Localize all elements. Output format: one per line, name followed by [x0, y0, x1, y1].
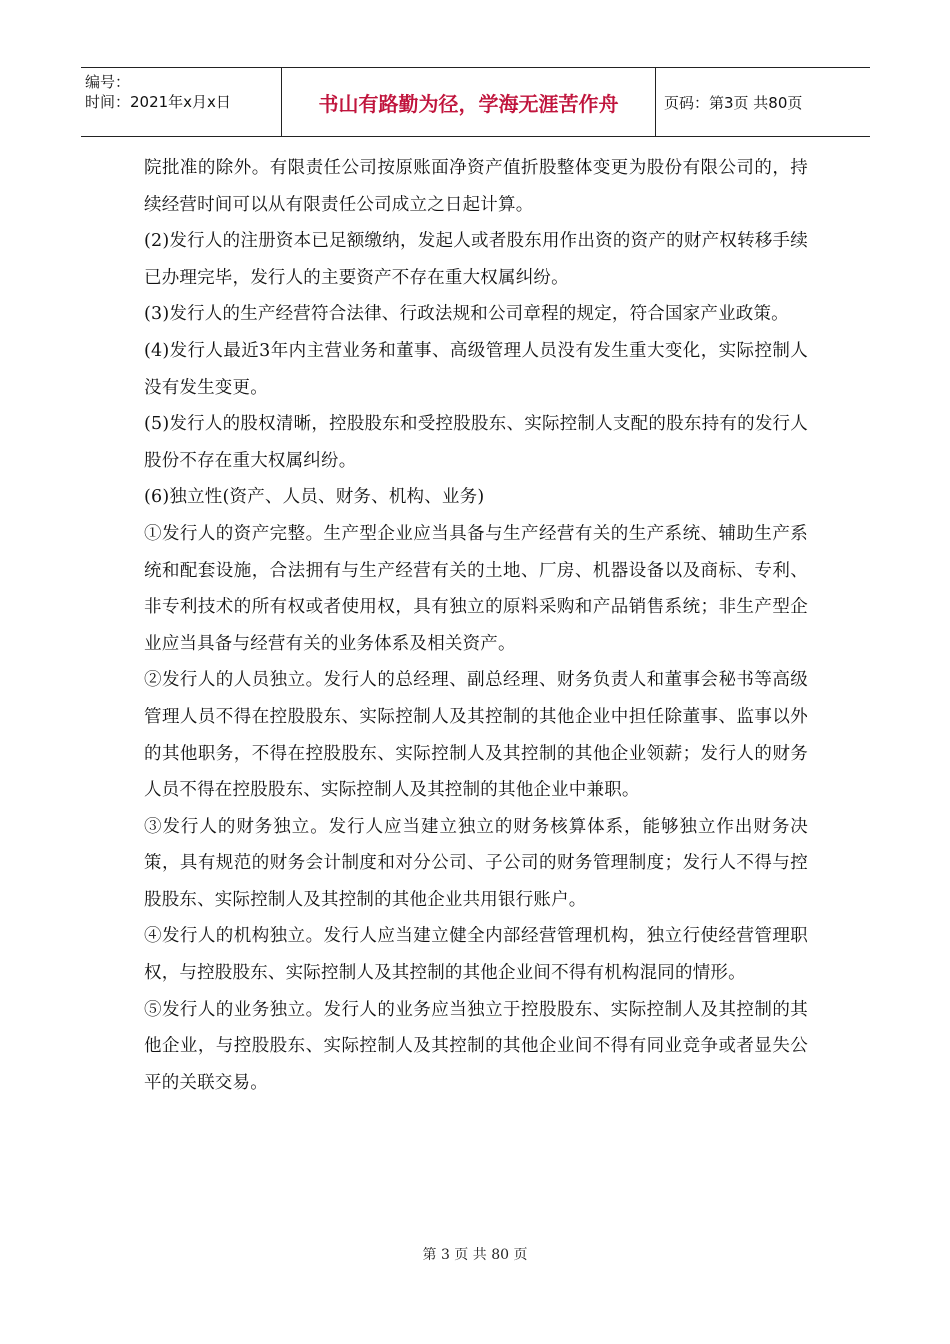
header-meta [81, 68, 281, 136]
paragraph: (3)发行人的生产经营符合法律、行政法规和公司章程的规定，符合国家产业政策。 [144, 304, 789, 325]
paragraph: (5)发行人的股权清晰，控股股东和受控股股东、实际控制人支配的股东持有的发行人股份不存在重大权属纠纷。 [144, 414, 808, 471]
page-header [81, 67, 870, 137]
header-motto: 书山有路勤为径，学海无涯苦作舟 [318, 91, 619, 116]
paragraph: (6)独立性(资产、人员、财务、机构、业务) [144, 487, 485, 508]
document-number-label: 编号： [85, 73, 131, 91]
document-date: 时间：2021年x月x日 [85, 93, 231, 111]
header-page-info-cell [656, 68, 870, 136]
paragraph: ③发行人的财务独立。发行人应当建立独立的财务核算体系，能够独立作出财务决策，具有规范的财务会计制度和对分公司、子公司的财务管理制度；发行人不得与控股股东、实际控制人及其控制的其他企业共用银行账户。 [144, 816, 808, 910]
paragraph: (4)发行人最近3年内主营业务和董事、高级管理人员没有发生重大变化，实际控制人没有发生变更。 [144, 340, 808, 398]
paragraph: ①发行人的资产完整。生产型企业应当具备与生产经营有关的生产系统、辅助生产系统和配套设施，合法拥有与生产经营有关的土地、厂房、机器设备以及商标、专利、非专利技术的所有权或者使用权，具有独立的原料采购和产品销售系统；非生产型企业应当具备与经营有关的业务体系及相关资产。 [144, 523, 808, 654]
paragraph: 院批准的除外。有限责任公司按原账面净资产值折股整体变更为股份有限公司的，持续经营时间可以从有限责任公司成立之日起计算。 [144, 158, 808, 215]
paragraph: ④发行人的机构独立。发行人应当建立健全内部经营管理机构，独立行使经营管理职权，与控股股东、实际控制人及其控制的其他企业间不得有机构混同的情形。 [144, 926, 808, 984]
header-page-info: 页码：第3页 共80页 [664, 93, 803, 112]
paragraph: ⑤发行人的业务独立。发行人的业务应当独立于控股股东、实际控制人及其控制的其他企业，与控股股东、实际控制人及其控制的其他企业间不得有同业竞争或者显失公平的关联交易。 [144, 999, 808, 1093]
paragraph: (2)发行人的注册资本已足额缴纳，发起人或者股东用作出资的资产的财产权转移手续已办理完毕，发行人的主要资产不存在重大权属纠纷。 [144, 231, 808, 288]
document-body [144, 150, 808, 1101]
page-footer [0, 1244, 950, 1264]
header-motto-cell [281, 68, 656, 136]
footer-page-number: 第 3 页 共 80 页 [422, 1247, 528, 1263]
paragraph: ②发行人的人员独立。发行人的总经理、副总经理、财务负责人和董事会秘书等高级管理人员不得在控股股东、实际控制人及其控制的其他企业中担任除董事、监事以外的其他职务，不得在控股股东、实际控制人及其控制的其他企业领薪；发行人的财务人员不得在控股股东、实际控制人及其控制的其他企业中兼职。 [144, 670, 808, 801]
